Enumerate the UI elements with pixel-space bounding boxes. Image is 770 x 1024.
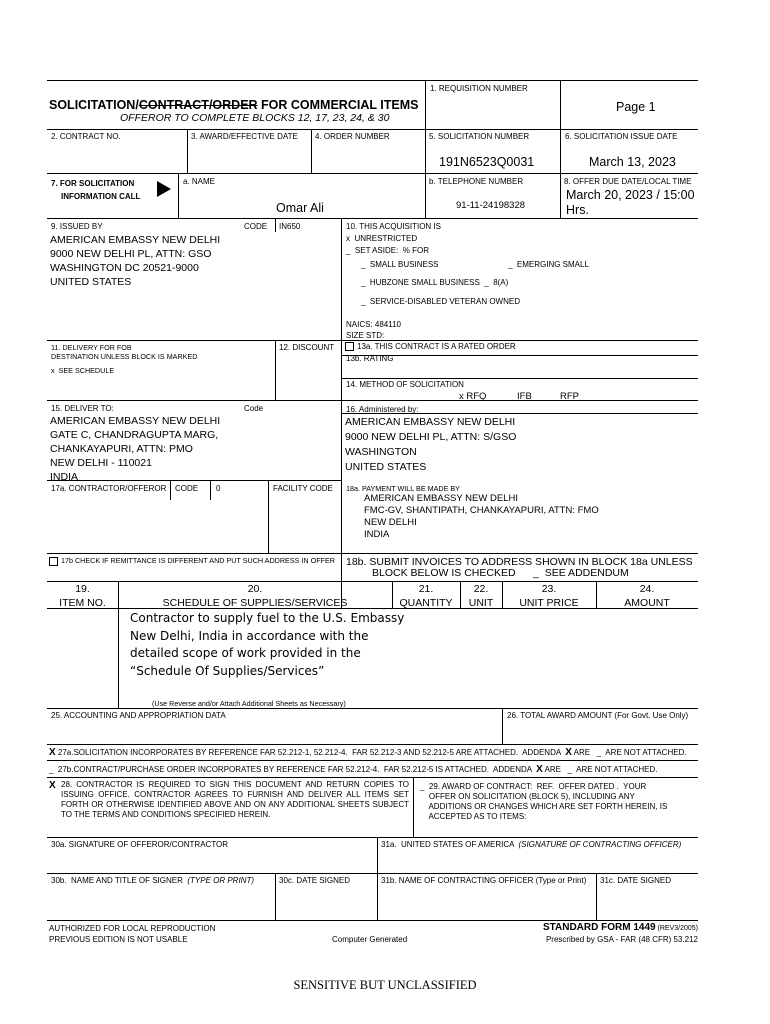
auth-reproduction: AUTHORIZED FOR LOCAL REPRODUCTION [49,924,216,933]
clause-27b: _ 27b.CONTRACT/PURCHASE ORDER INCORPORATES BY REFERENCE FAR 52.212-4. FAR 52.212-5 IS ATTACHED. ADDENDA X ARE _ ARE NOT ATTACHED. [49,764,658,775]
emerging-small-option: _ EMERGING SMALL [508,260,589,269]
deliver-to-address: AMERICAN EMBASSY NEW DELHI GATE C, CHANDRAGUPTA MARG, CHANKAYAPURI, ATTN: PMO NEW DELHI - 110021 INDIA [50,415,221,483]
col-unit: 22. UNIT [468,583,494,609]
accounting-label: 25. ACCOUNTING AND APPROPRIATION DATA [51,711,226,720]
hubzone-option: _ HUBZONE SMALL BUSINESS _ 8(A) [361,278,509,287]
deliver-to-code-label: Code [244,404,264,413]
issued-by-code: IN650 [279,222,301,231]
administered-by-label: 16. Administered by: [346,405,419,414]
payment-address: AMERICAN EMBASSY NEW DELHI FMC-GV, SHANTIPATH, CHANKAYAPURI, ATTN: FMO NEW DELHI INDIA [364,493,599,540]
unrestricted-option: x UNRESTRICTED [346,234,418,243]
previous-edition: PREVIOUS EDITION IS NOT USABLE [49,935,188,944]
page-number: Page 1 [616,100,656,114]
method-ifb: IFB [517,391,532,402]
administered-by-address: AMERICAN EMBASSY NEW DELHI 9000 NEW DELHI PL, ATTN: S/GSO WASHINGTON UNITED STATES [345,416,517,473]
telephone-label: b. TELEPHONE NUMBER [429,177,524,186]
total-award-label: 26. TOTAL AWARD AMOUNT (For Govt. Use Only) [507,711,689,720]
acquisition-label: 10. THIS ACQUISITION IS [346,222,441,231]
form-subtitle: OFFEROR TO COMPLETE BLOCKS 12, 17, 23, 24, & 30 [120,112,390,124]
set-aside-option: _ SET ASIDE: % FOR [346,246,429,255]
rating-label: 13b. RATING [346,354,394,363]
sdvosb-option: _ SERVICE-DISABLED VETERAN OWNED [361,297,520,306]
delivery-destination-label: DESTINATION UNLESS BLOCK IS MARKED [51,352,198,361]
classification-banner: SENSITIVE BUT UNCLASSIFIED [293,978,477,992]
issued-by-address: AMERICAN EMBASSY NEW DELHI 9000 NEW DELHI PL, ATTN: GSO WASHINGTON DC 20521-9000 UNITED STATES [50,234,221,288]
naics-code: NAICS: 484110 [346,320,401,329]
contractor-code-label: CODE [175,484,199,493]
contact-name-label: a. NAME [183,177,216,186]
discount-label: 12. DISCOUNT [279,343,335,352]
offer-due-date: March 20, 2023 / 15:00 [566,188,695,202]
requisition-number-label: 1. REQUISITION NUMBER [430,84,528,93]
col-schedule: 20. SCHEDULE OF SUPPLIES/SERVICES [162,583,348,609]
rated-order-checkbox[interactable] [345,342,354,351]
deliver-to-label: 15. DELIVER TO: [51,404,114,413]
col-amount: 24. AMOUNT [624,583,670,609]
offeror-signature-label: 30a. SIGNATURE OF OFFEROR/CONTRACTOR [51,840,229,849]
issue-date-label: 6. SOLICITATION ISSUE DATE [565,132,678,141]
award-date-label: 3. AWARD/EFFECTIVE DATE [191,132,298,141]
size-standard: SIZE STD: [346,331,385,340]
clause-29: _ 29. AWARD OF CONTRACT: REF. OFFER DATED . YOUR OFFER ON SOLICITATION (BLOCK 5), INCLUDING ANY ADDITIONS OR CHANGES WHICH ARE SET FORTH HEREIN, IS ACCEPTED AS TO ITEMS: [420,782,668,821]
prescribed-by: Prescribed by GSA - FAR (48 CFR) 53.212 [545,935,698,944]
remittance-checkbox[interactable] [49,557,58,566]
order-number-label: 4. ORDER NUMBER [315,132,390,141]
method-label: 14. METHOD OF SOLICITATION [346,380,464,389]
remittance-label: 17b CHECK IF REMITTANCE IS DIFFERENT AND PUT SUCH ADDRESS IN OFFER [49,556,339,566]
contract-no-label: 2. CONTRACT NO. [51,132,121,141]
col-quantity: 21. QUANTITY [399,583,453,609]
issued-by-code-label: CODE [244,222,268,231]
solicitation-number-label: 5. SOLICITATION NUMBER [429,132,530,141]
delivery-fob-label: 11. DELIVERY FOR FOB [51,343,132,352]
small-business-option: _ SMALL BUSINESS [361,260,439,269]
signer-name-label: 30b. NAME AND TITLE OF SIGNER (TYPE OR PRINT) [51,876,255,885]
schedule-description: Contractor to supply fuel to the U.S. Embassy New Delhi, India in accordance with the detailed scope of work provided in the “Schedule Of Supplies/Services” [130,611,405,678]
invoice-instruction: 18b. SUBMIT INVOICES TO ADDRESS SHOWN IN BLOCK 18a UNLESS [346,556,693,568]
reverse-note: (Use Reverse and/or Attach Additional Sheets as Necessary) [152,699,346,708]
rated-order-label: 13a. THIS CONTRACT IS A RATED ORDER [345,342,516,352]
telephone-number: 91-11-24198328 [456,200,526,211]
clause-27a: X 27a.SOLICITATION INCORPORATES BY REFERENCE FAR 52.212-1, 52.212-4. FAR 52.212-3 AND 52.212-5 ARE ATTACHED. ADDENDA X ARE _ ARE NOT ATTACHED. [49,747,687,758]
contact-name: Omar Ali [276,201,324,215]
facility-code-label: FACILITY CODE [273,484,333,493]
us-signature-label: 31a. UNITED STATES OF AMERICA (SIGNATURE OF CONTRACTING OFFICER) [381,840,682,849]
computer-generated: Computer Generated [332,935,408,944]
contractor-code: 0 [216,484,221,493]
col-unit-price: 23. UNIT PRICE [519,583,579,609]
method-rfq: x RFQ [459,391,487,402]
date-signed-label: 30c. DATE SIGNED [279,876,350,885]
arrow-right-icon [157,181,171,197]
col-item-no: 19. ITEM NO. [59,583,106,609]
information-call-label: INFORMATION CALL [61,192,141,201]
offer-due-time: Hrs. [566,203,589,217]
contracting-officer-label: 31b. NAME OF CONTRACTING OFFICER (Type or Print) [381,876,587,885]
issued-by-label: 9. ISSUED BY [51,222,103,231]
for-solicitation-label: 7. FOR SOLICITATION [51,179,135,188]
officer-date-label: 31c. DATE SIGNED [600,876,671,885]
method-rfp: RFP [560,391,579,402]
form-title: SOLICITATION/CONTRACT/ORDER FOR COMMERCIAL ITEMS [49,98,419,112]
offer-due-label: 8. OFFER DUE DATE/LOCAL TIME [564,177,692,186]
see-schedule: x SEE SCHEDULE [51,366,115,375]
issue-date: March 13, 2023 [589,155,676,169]
payment-label: 18a. PAYMENT WILL BE MADE BY [346,484,460,493]
invoice-addendum: BLOCK BELOW IS CHECKED _ SEE ADDENDUM [372,567,629,579]
solicitation-number: 191N6523Q0031 [439,155,535,169]
contractor-label: 17a. CONTRACTOR/OFFEROR [51,484,167,493]
clause-28: X 28. CONTRACTOR IS REQUIRED TO SIGN THIS DOCUMENT AND RETURN COPIES TO ISSUING OFFICE. CONTRACTOR AGREES TO FURNISH AND DELIVER ALL ITEMS SET FORTH OR OTHERWISE IDENTIFIED ABOVE AND ON ANY ADDITIONAL SHEETS SUBJECT TO THE TERMS AND CONDITIONS SPECIFIED HEREIN. [49,780,409,819]
form-number: STANDARD FORM 1449 (REV3/2005) [542,922,698,933]
